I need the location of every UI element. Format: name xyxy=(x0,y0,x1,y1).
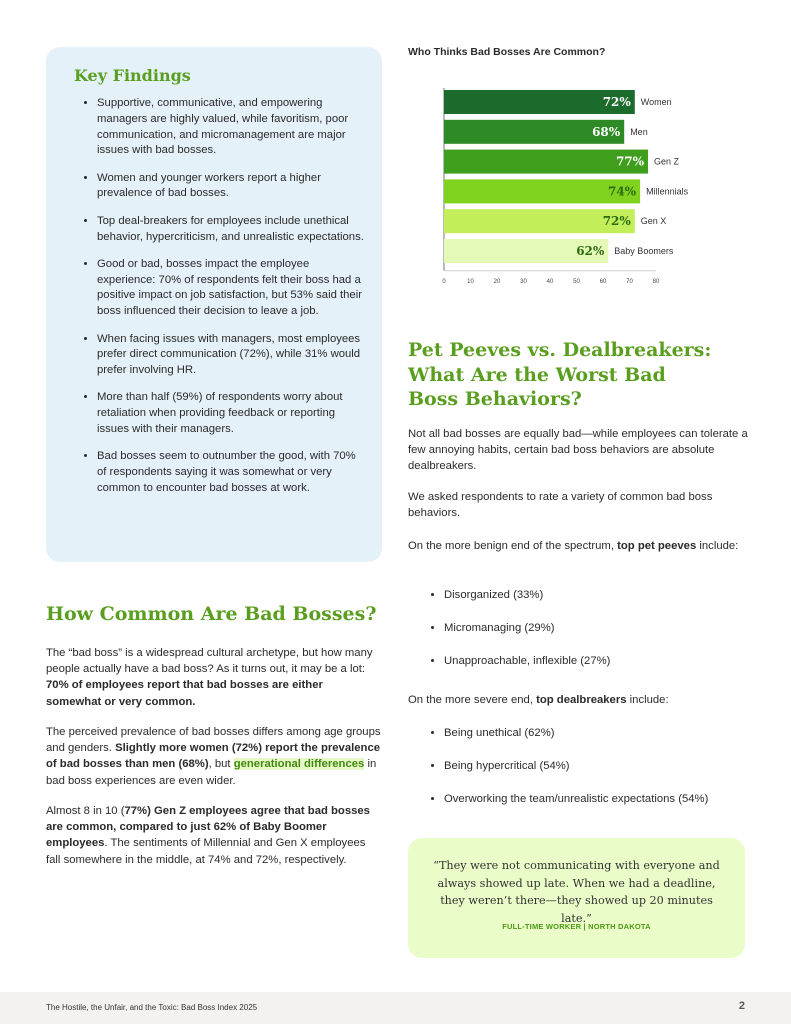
text-span: The perceived prevalence of bad bosses differs among age groups and genders. xyxy=(46,726,381,755)
text-span: , but xyxy=(208,758,234,771)
text-span: On the more severe end, xyxy=(408,694,537,706)
page-footer xyxy=(0,992,791,1024)
dealbreaker-item: • Overworking the team/unrealistic expectations (54%) xyxy=(444,791,764,824)
bar-category-label: Baby Boomers xyxy=(614,246,674,256)
x-tick-label: 30 xyxy=(520,278,527,285)
x-tick-label: 60 xyxy=(599,278,607,285)
key-finding-item: • When facing issues with managers, most employees prefer direct communication (72%), while 31% would prefer involving HR. xyxy=(97,332,367,379)
bar-category-label: Men xyxy=(630,126,648,137)
text-span: include: xyxy=(696,540,739,552)
heading-line: Pet Peeves vs. Dealbreakers: xyxy=(408,339,712,361)
footer-title: The Hostile, the Unfair, and the Toxic: Bad Boss Index 2025 xyxy=(46,1003,258,1012)
x-tick-label: 70 xyxy=(626,278,633,285)
generational-differences-link[interactable]: generational differences xyxy=(233,758,365,771)
x-tick-label: 0 xyxy=(442,278,446,285)
x-tick-label: 80 xyxy=(652,278,660,285)
key-finding-item: • Good or bad, bosses impact the employee experience: 70% of respondents felt their boss had a positive impact on job satisfaction, but 53% said their boss influenced their decision to leave a job. xyxy=(97,257,367,320)
pet-peeves-paragraph-3 xyxy=(408,538,748,554)
how-common-paragraph-3 xyxy=(46,803,381,868)
key-finding-item: • Bad bosses seem to outnumber the good, with 70% of respondents saying it was somewhat or very common to encounter bad bosses at work. xyxy=(97,449,367,496)
bar-value-label: 68% xyxy=(592,124,621,139)
dealbreakers-paragraph xyxy=(408,692,748,708)
pet-peeves-paragraph-2: We asked respondents to rate a variety of common bad boss behaviors. xyxy=(408,491,713,520)
quote-attribution: FULL-TIME WORKER | NORTH DAKOTA xyxy=(502,922,651,931)
bar-chart xyxy=(430,80,730,295)
key-finding-item: • More than half (59%) of respondents worry about retaliation when providing feedback or reporting issues with their managers. xyxy=(97,390,367,437)
text-span: Almost 8 in 10 ( xyxy=(46,805,125,817)
x-tick-label: 10 xyxy=(467,278,474,285)
x-tick-label: 50 xyxy=(573,278,580,285)
pet-peeves-paragraph-1: Not all bad bosses are equally bad—while employees can tolerate a few annoying habits, certain bad boss behaviors are absolute dealbreakers. xyxy=(408,428,748,473)
heading-line: Boss Behaviors? xyxy=(408,388,582,410)
dealbreakers-list xyxy=(430,725,764,824)
page-number: 2 xyxy=(738,1000,745,1012)
key-findings-title: Key Findings xyxy=(74,66,191,85)
key-findings-list xyxy=(83,96,367,508)
bar-value-label: 72% xyxy=(602,95,631,109)
text-span: The “bad boss” is a widespread cultural archetype, but how many people actually have a bad boss? As it turns out, it may be a lot: xyxy=(46,647,373,676)
pet-peeve-item: • Unapproachable, inflexible (27%) xyxy=(444,653,764,686)
key-finding-item: • Top deal-breakers for employees include unethical behavior, hypercriticism, and unrealistic expectations. xyxy=(97,214,367,246)
bold-span: 77%) Gen Z employees agree that bad bosses are common, compared to just 62% of Baby Boomer employees xyxy=(46,805,370,850)
bold-span: Slightly more women (72%) report the prevalence of bad bosses than men (68%) xyxy=(46,742,381,771)
bar-value-label: 62% xyxy=(576,244,605,258)
key-finding-item: • Supportive, communicative, and empowering managers are highly valued, while favoritism, poor communication, and micromanagement are major issues with bad bosses. xyxy=(97,96,367,159)
text-span: include: xyxy=(626,694,669,706)
bar-category-label: Millennials xyxy=(646,186,689,197)
quote-text: “They were not communicating with everyone and always showed up late. When we had a deadline, they weren’t there—they showed up 20 minutes late.” xyxy=(433,859,720,925)
how-common-heading: How Common Are Bad Bosses? xyxy=(46,603,377,625)
pet-peeve-item: • Micromanaging (29%) xyxy=(444,620,764,653)
pet-peeves-list xyxy=(430,587,764,686)
bar-value-label: 77% xyxy=(615,154,645,169)
bar-category-label: Women xyxy=(640,97,672,107)
bar-category-label: Gen Z xyxy=(654,156,680,167)
how-common-paragraph-1 xyxy=(46,645,381,710)
chart-title: Who Thinks Bad Bosses Are Common? xyxy=(408,46,606,58)
bold-span: top pet peeves xyxy=(617,540,697,552)
how-common-paragraph-2 xyxy=(46,724,381,789)
text-span: On the more benign end of the spectrum, xyxy=(408,540,618,552)
dealbreaker-item: • Being hypercritical (54%) xyxy=(444,758,764,791)
pet-peeve-item: • Disorganized (33%) xyxy=(444,587,764,620)
heading-line: What Are the Worst Bad xyxy=(408,363,666,386)
key-finding-item: • Women and younger workers report a higher prevalence of bad bosses. xyxy=(97,171,367,203)
text-span: . The sentiments of Millennial and Gen X employees fall somewhere in the middle, at 74% and 72%, respectively. xyxy=(46,837,366,866)
pet-peeves-heading xyxy=(408,338,738,412)
x-tick-label: 40 xyxy=(546,278,554,285)
x-tick-label: 20 xyxy=(493,278,501,285)
key-findings-card xyxy=(46,47,382,562)
text-span: in bad boss experiences are even wider. xyxy=(46,758,377,787)
bar-value-label: 72% xyxy=(602,214,631,229)
quote-card xyxy=(408,838,745,958)
dealbreaker-item: • Being unethical (62%) xyxy=(444,725,764,758)
bar-value-label: 74% xyxy=(607,184,637,199)
bar-category-label: Gen X xyxy=(640,216,667,227)
bold-span: top dealbreakers xyxy=(536,694,627,706)
bold-span: 70% of employees report that bad bosses are either somewhat or very common. xyxy=(46,679,323,708)
